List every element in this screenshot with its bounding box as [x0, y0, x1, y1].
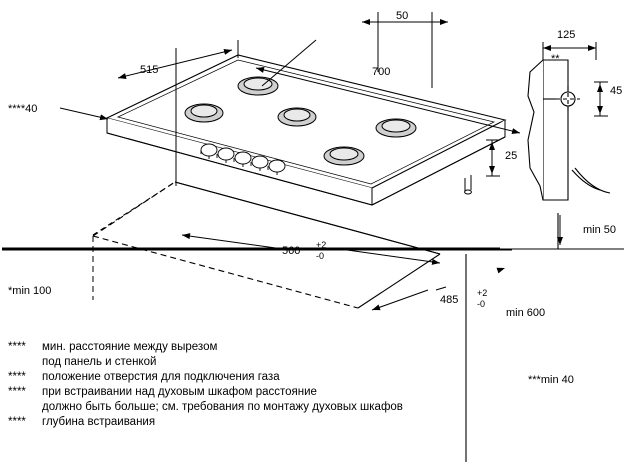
legend-line: мин. расстояние между вырезом: [42, 341, 218, 353]
label-125: 125: [557, 29, 576, 41]
label-min50: min 50: [583, 224, 617, 236]
dim-40-left: [60, 100, 108, 120]
gas-connection-pipe: [465, 175, 472, 194]
label-560-tol-minus: -0: [316, 251, 325, 261]
label-min600: min 600: [506, 307, 546, 319]
legend-stars: ****: [8, 371, 26, 383]
label-25: 25: [505, 150, 518, 162]
cutout-outline: [93, 182, 440, 308]
legend-stars: ****: [8, 416, 26, 428]
label-485-tol-plus: +2: [477, 288, 488, 298]
worktop-iso-final: [2, 207, 624, 252]
label-700: 700: [372, 66, 391, 78]
dim-45: [594, 82, 608, 116]
legend: [0, 340, 625, 430]
label-485-tol-minus: -0: [477, 299, 486, 309]
burner-rear-center: [238, 77, 278, 95]
label-560: 560: [282, 245, 301, 257]
burner-front: [324, 147, 364, 165]
label-min40: ***min 40: [528, 374, 574, 386]
label-485: 485: [440, 294, 459, 306]
legend-line: должно быть больше; см. требования по монтажу духовых шкафов: [42, 401, 403, 413]
legend-stars: ****: [8, 341, 26, 353]
legend-item: [0, 385, 625, 400]
label-45: 45: [610, 85, 623, 97]
legend-line: под панель и стенкой: [42, 356, 157, 368]
label-50: 50: [396, 10, 409, 22]
legend-stars: ****: [8, 386, 26, 398]
legend-item: [0, 415, 625, 430]
wall-section-detail: [520, 60, 610, 200]
cutout-rectangle: [93, 182, 440, 254]
legend-item: [0, 340, 625, 355]
legend-line: положение отверстия для подключения газа: [42, 371, 280, 383]
legend-line: глубина встраивания: [42, 416, 156, 428]
label-560-tol-plus: +2: [316, 240, 327, 250]
legend-item: [0, 370, 625, 385]
label-515: 515: [140, 64, 159, 76]
legend-line: при встраивании над духовым шкафом расстояние: [42, 386, 317, 398]
burner-right: [376, 119, 416, 137]
worktop-and-cutout: [2, 222, 624, 250]
burner-rear-left: [185, 104, 223, 122]
label-min100: *min 100: [8, 285, 52, 297]
label-40-left: ****40: [8, 103, 38, 115]
hob-to-cutout: [93, 133, 107, 236]
label-stars-2: **: [551, 53, 560, 65]
burner-center: [278, 108, 316, 126]
dimension-labels: [8, 10, 622, 386]
